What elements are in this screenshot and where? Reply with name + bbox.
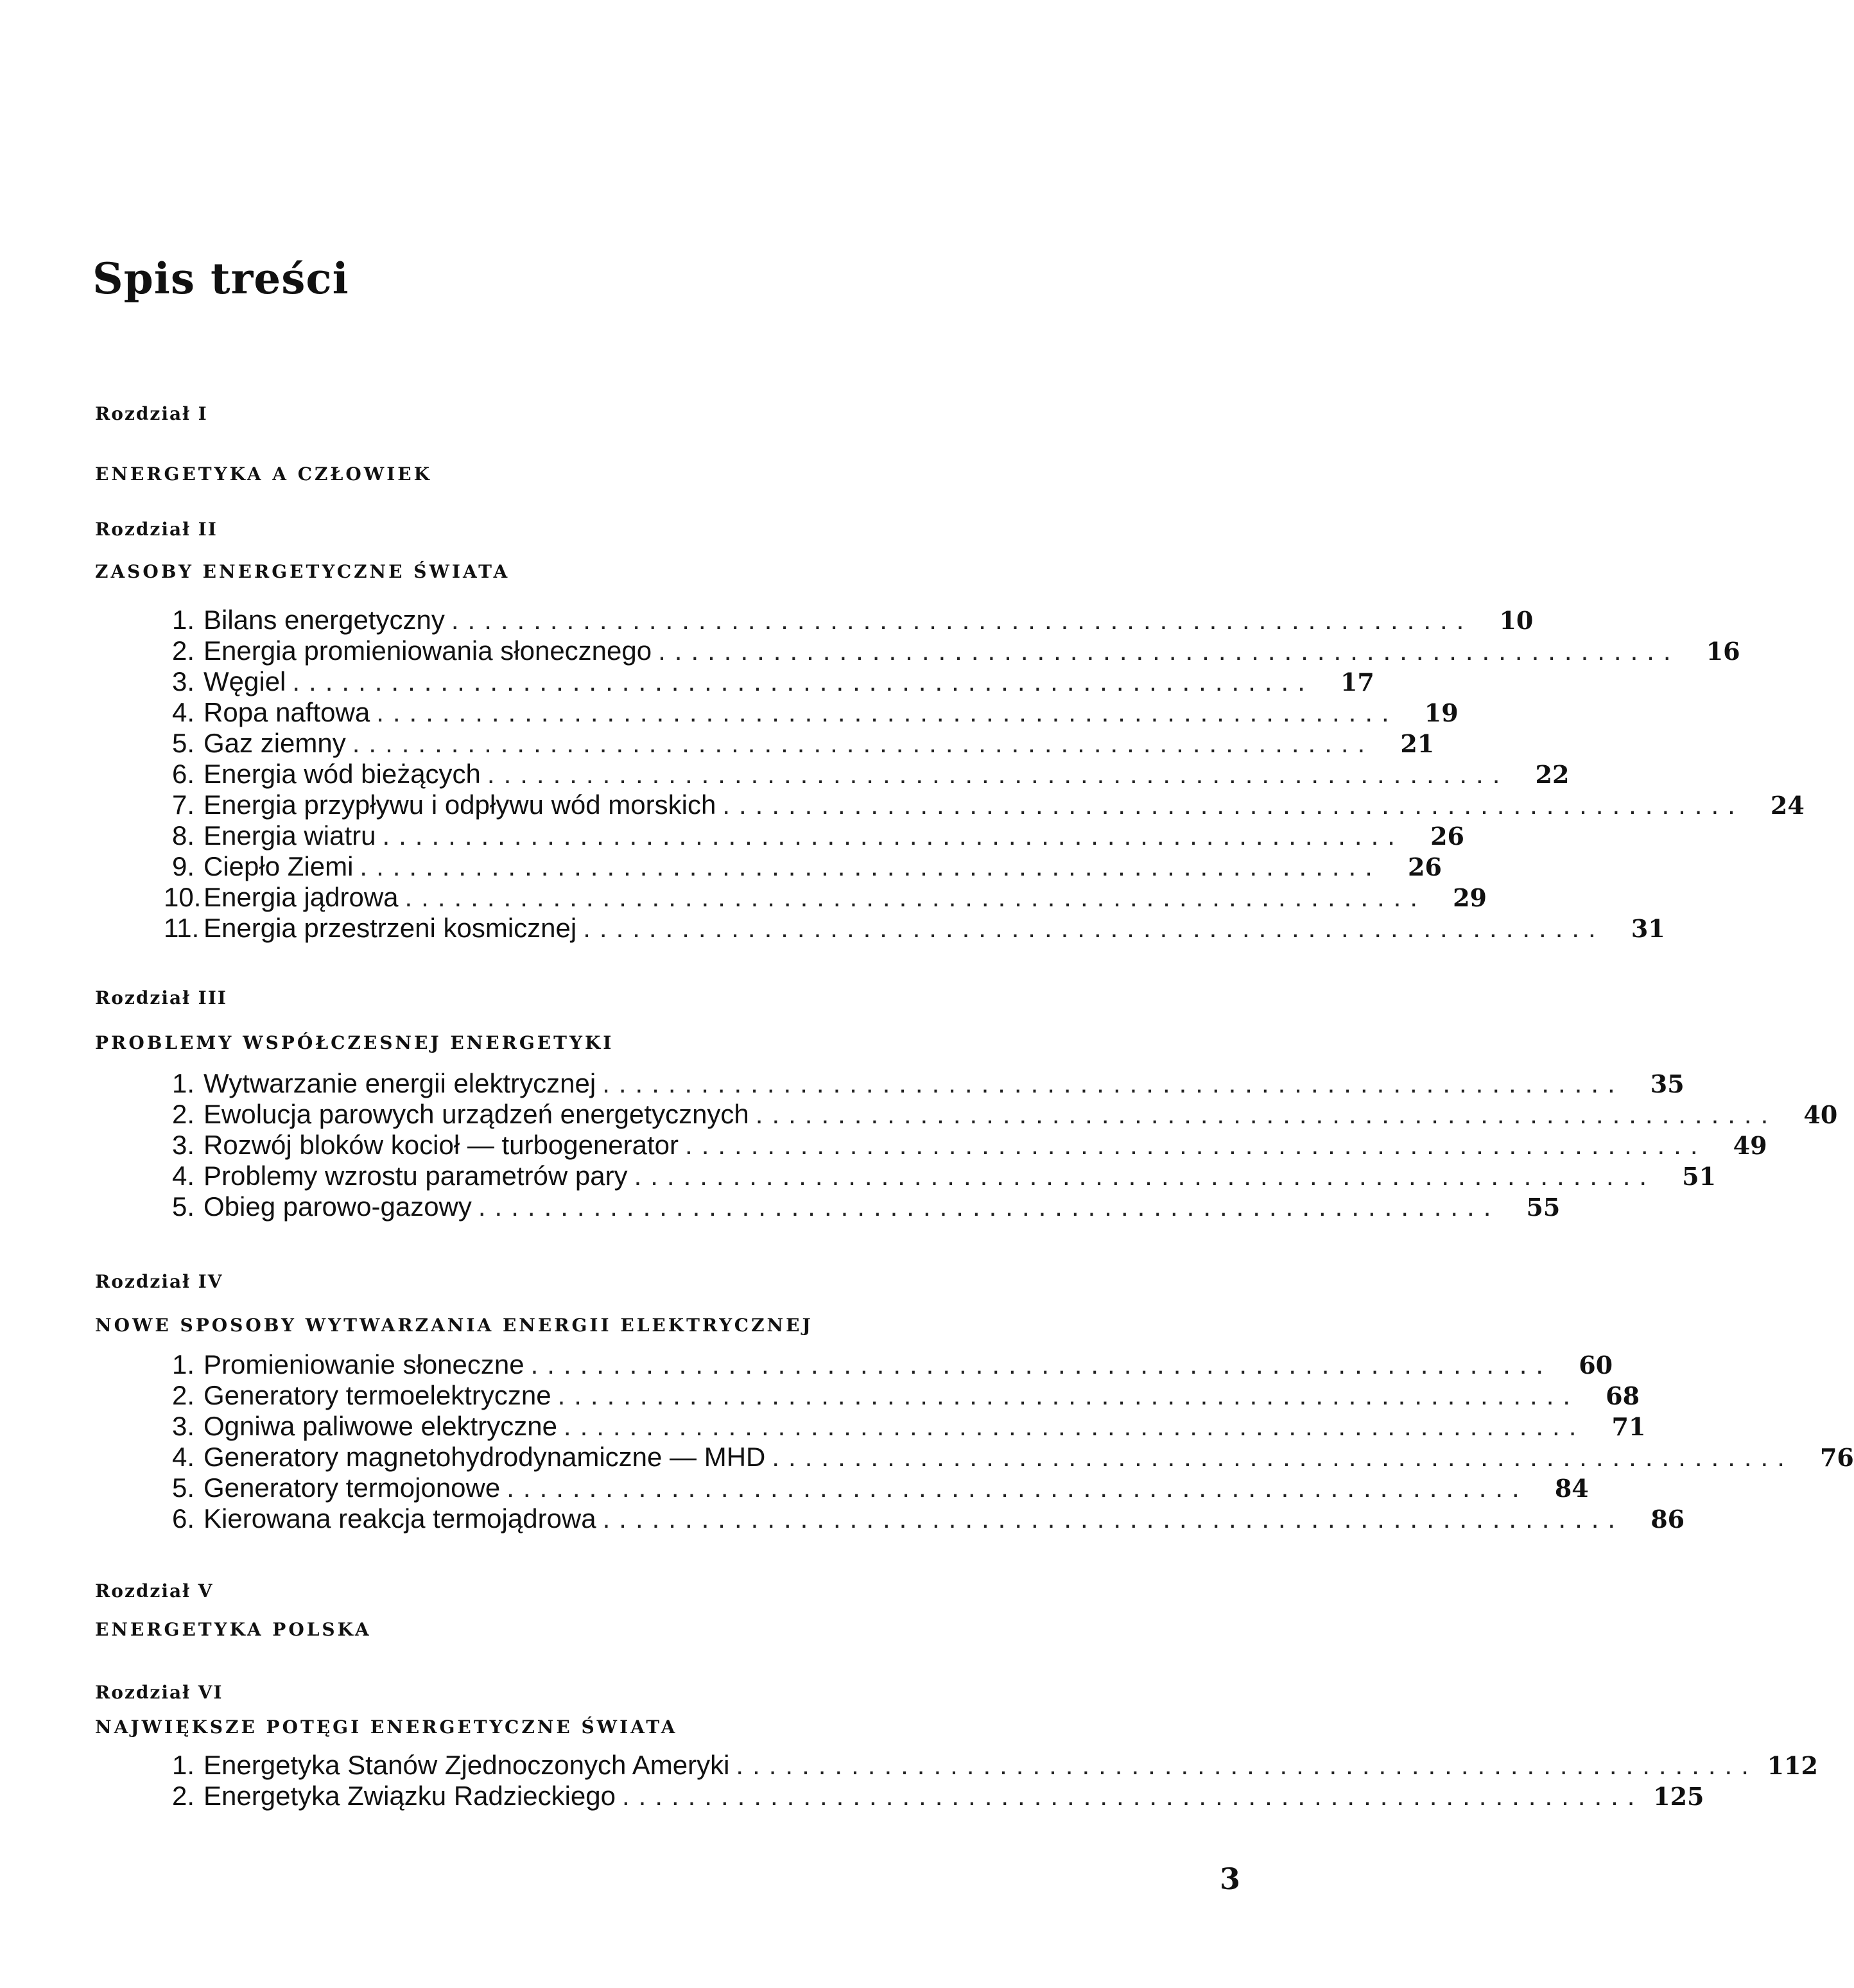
chapter-label: Rozdział III bbox=[95, 987, 227, 1008]
chapter-title: ENERGETYKA A CZŁOWIEK bbox=[95, 463, 432, 485]
chapter-title: ENERGETYKA POLSKA bbox=[95, 1619, 372, 1640]
toc-entry[interactable] bbox=[164, 728, 1435, 759]
entry-title: Ogniwa paliwowe elektryczne bbox=[204, 1411, 557, 1441]
entry-page: 71 bbox=[1611, 1412, 1646, 1441]
toc-entry[interactable] bbox=[164, 1442, 1854, 1473]
entry-number: 5. bbox=[171, 728, 195, 758]
chapter-label: Rozdział I bbox=[95, 403, 208, 424]
entry-number: 4. bbox=[171, 1442, 195, 1472]
leader-dots: .............................................................. bbox=[772, 1442, 1794, 1472]
entry-title: Ciepło Ziemi bbox=[204, 851, 354, 881]
entry-title: Bilans energetyczny bbox=[204, 605, 445, 635]
entry-number: 1. bbox=[171, 1068, 195, 1098]
entry-page: 26 bbox=[1408, 852, 1442, 881]
entry-title: Generatory termojonowe bbox=[204, 1473, 501, 1503]
toc-entry[interactable] bbox=[164, 1411, 1646, 1442]
entry-number: 4. bbox=[171, 697, 195, 727]
leader-dots: .............................................................. bbox=[404, 882, 1426, 912]
toc-entry[interactable] bbox=[164, 1473, 1589, 1503]
toc-entry[interactable] bbox=[164, 1161, 1717, 1191]
toc-entry[interactable] bbox=[164, 851, 1442, 882]
leader-dots: .............................................................. bbox=[602, 1068, 1624, 1098]
entry-page: 10 bbox=[1499, 606, 1534, 635]
entry-page: 86 bbox=[1650, 1505, 1685, 1534]
entry-number: 6. bbox=[171, 1503, 195, 1534]
toc-entry[interactable] bbox=[164, 1781, 1704, 1811]
toc-entry[interactable] bbox=[164, 605, 1534, 635]
leader-dots: .............................................................. bbox=[583, 913, 1605, 943]
entry-page: 16 bbox=[1706, 637, 1740, 666]
entry-number: 6. bbox=[171, 759, 195, 789]
entry-title: Energia promieniowania słonecznego bbox=[204, 635, 652, 666]
entry-number: 3. bbox=[171, 1411, 195, 1441]
toc-entry[interactable] bbox=[164, 820, 1464, 851]
leader-dots: .............................................................. bbox=[736, 1750, 1758, 1780]
leader-dots: .............................................................. bbox=[382, 820, 1404, 851]
entry-page: 76 bbox=[1819, 1443, 1854, 1472]
entry-number: 2. bbox=[171, 1380, 195, 1410]
leader-dots: .............................................................. bbox=[563, 1411, 1586, 1441]
entry-title: Obieg parowo-gazowy bbox=[204, 1191, 472, 1222]
leader-dots: .............................................................. bbox=[292, 666, 1314, 696]
chapter-title: PROBLEMY WSPÓŁCZESNEJ ENERGETYKI bbox=[95, 1032, 614, 1053]
entry-number: 8. bbox=[171, 820, 195, 851]
entry-title: Problemy wzrostu parametrów pary bbox=[204, 1161, 628, 1191]
leader-dots: .............................................................. bbox=[360, 851, 1382, 881]
leader-dots: .............................................................. bbox=[621, 1781, 1644, 1811]
leader-dots: .............................................................. bbox=[451, 605, 1473, 635]
entry-number: 3. bbox=[171, 1130, 195, 1160]
entry-number: 10. bbox=[164, 882, 202, 912]
entry-number: 2. bbox=[171, 1781, 195, 1811]
leader-dots: .............................................................. bbox=[530, 1349, 1553, 1379]
entry-number: 1. bbox=[171, 1349, 195, 1379]
leader-dots: .............................................................. bbox=[352, 728, 1374, 758]
entry-title: Energetyka Stanów Zjednoczonych Ameryki bbox=[204, 1750, 730, 1780]
chapter-label: Rozdział IV bbox=[95, 1271, 223, 1292]
entry-page: 26 bbox=[1430, 822, 1464, 851]
toc-list bbox=[164, 605, 1805, 944]
entry-page: 29 bbox=[1453, 883, 1487, 912]
leader-dots: .............................................................. bbox=[634, 1161, 1656, 1191]
leader-dots: .............................................................. bbox=[478, 1191, 1500, 1222]
entry-title: Energia przypływu i odpływu wód morskich bbox=[204, 790, 716, 820]
toc-entry[interactable] bbox=[164, 1503, 1685, 1534]
entry-title: Energetyka Związku Radzieckiego bbox=[204, 1781, 616, 1811]
chapter-title: NAJWIĘKSZE POTĘGI ENERGETYCZNE ŚWIATA bbox=[95, 1716, 678, 1738]
entry-title: Węgiel bbox=[204, 666, 286, 696]
entry-number: 2. bbox=[171, 635, 195, 666]
entry-page: 35 bbox=[1650, 1069, 1685, 1098]
entry-page: 51 bbox=[1682, 1162, 1717, 1191]
leader-dots: .............................................................. bbox=[487, 759, 1509, 789]
toc-entry[interactable] bbox=[164, 1099, 1838, 1130]
leader-dots: .............................................................. bbox=[602, 1503, 1625, 1534]
entry-page: 24 bbox=[1770, 791, 1805, 820]
toc-list bbox=[164, 1750, 1818, 1811]
entry-number: 2. bbox=[171, 1099, 195, 1129]
entry-title: Energia wód bieżących bbox=[204, 759, 481, 789]
toc-entry[interactable] bbox=[164, 759, 1570, 790]
entry-number: 1. bbox=[171, 1750, 195, 1780]
toc-entry[interactable] bbox=[164, 1380, 1640, 1411]
entry-number: 1. bbox=[171, 605, 195, 635]
chapter-label: Rozdział II bbox=[95, 519, 218, 540]
entry-page: 84 bbox=[1554, 1474, 1589, 1503]
page-number: 3 bbox=[1220, 1862, 1241, 1896]
toc-list bbox=[164, 1349, 1854, 1534]
toc-list bbox=[164, 1068, 1838, 1222]
toc-entry[interactable] bbox=[164, 1750, 1818, 1781]
entry-title: Wytwarzanie energii elektrycznej bbox=[204, 1068, 596, 1098]
entry-page: 40 bbox=[1803, 1100, 1838, 1129]
entry-number: 5. bbox=[171, 1191, 195, 1222]
leader-dots: .............................................................. bbox=[685, 1130, 1707, 1160]
entry-title: Ropa naftowa bbox=[204, 697, 370, 727]
entry-page: 22 bbox=[1535, 760, 1570, 789]
toc-entry[interactable] bbox=[164, 1130, 1767, 1161]
chapter-title: NOWE SPOSOBY WYTWARZANIA ENERGII ELEKTRYCZNEJ bbox=[95, 1315, 813, 1336]
entry-number: 4. bbox=[171, 1161, 195, 1191]
entry-title: Energia wiatru bbox=[204, 820, 376, 851]
entry-title: Energia jądrowa bbox=[204, 882, 399, 912]
toc-entry[interactable] bbox=[164, 635, 1740, 666]
entry-number: 11. bbox=[164, 913, 200, 943]
chapter-label: Rozdział V bbox=[95, 1580, 214, 1602]
entry-title: Ewolucja parowych urządzeń energetycznych bbox=[204, 1099, 749, 1129]
entry-page: 112 bbox=[1767, 1751, 1818, 1780]
entry-title: Gaz ziemny bbox=[204, 728, 346, 758]
entry-page: 31 bbox=[1631, 914, 1665, 943]
entry-title: Generatory termoelektryczne bbox=[204, 1380, 551, 1410]
entry-number: 7. bbox=[171, 790, 195, 820]
leader-dots: .............................................................. bbox=[557, 1380, 1580, 1410]
toc-entry[interactable] bbox=[164, 882, 1487, 913]
entry-number: 3. bbox=[171, 666, 195, 696]
entry-page: 68 bbox=[1606, 1381, 1640, 1410]
leader-dots: .............................................................. bbox=[722, 790, 1744, 820]
entry-page: 125 bbox=[1653, 1782, 1704, 1811]
entry-page: 55 bbox=[1526, 1193, 1561, 1222]
entry-number: 5. bbox=[171, 1473, 195, 1503]
entry-page: 49 bbox=[1733, 1131, 1767, 1160]
entry-title: Generatory magnetohydrodynamiczne — MHD bbox=[204, 1442, 766, 1472]
leader-dots: .............................................................. bbox=[658, 635, 1680, 666]
leader-dots: .............................................................. bbox=[507, 1473, 1529, 1503]
entry-page: 21 bbox=[1400, 729, 1435, 758]
chapter-title: ZASOBY ENERGETYCZNE ŚWIATA bbox=[95, 561, 510, 582]
entry-number: 9. bbox=[171, 851, 195, 881]
leader-dots: .............................................................. bbox=[755, 1099, 1778, 1129]
toc-entry[interactable] bbox=[164, 1349, 1613, 1380]
entry-page: 60 bbox=[1579, 1351, 1613, 1379]
entry-title: Promieniowanie słoneczne bbox=[204, 1349, 524, 1379]
entry-title: Rozwój bloków kocioł — turbogenerator bbox=[204, 1130, 679, 1160]
entry-title: Kierowana reakcja termojądrowa bbox=[204, 1503, 596, 1534]
entry-page: 19 bbox=[1424, 698, 1459, 727]
page-title: Spis treści bbox=[92, 254, 349, 304]
entry-page: 17 bbox=[1340, 668, 1374, 696]
chapter-label: Rozdział VI bbox=[95, 1682, 223, 1703]
toc-entry[interactable] bbox=[164, 697, 1459, 728]
leader-dots: .............................................................. bbox=[376, 697, 1398, 727]
toc-entry[interactable] bbox=[164, 666, 1374, 697]
toc-entry[interactable] bbox=[164, 1191, 1561, 1222]
toc-entry[interactable] bbox=[164, 913, 1665, 944]
entry-title: Energia przestrzeni kosmicznej bbox=[204, 913, 577, 943]
toc-entry[interactable] bbox=[164, 790, 1805, 820]
toc-entry[interactable] bbox=[164, 1068, 1685, 1099]
